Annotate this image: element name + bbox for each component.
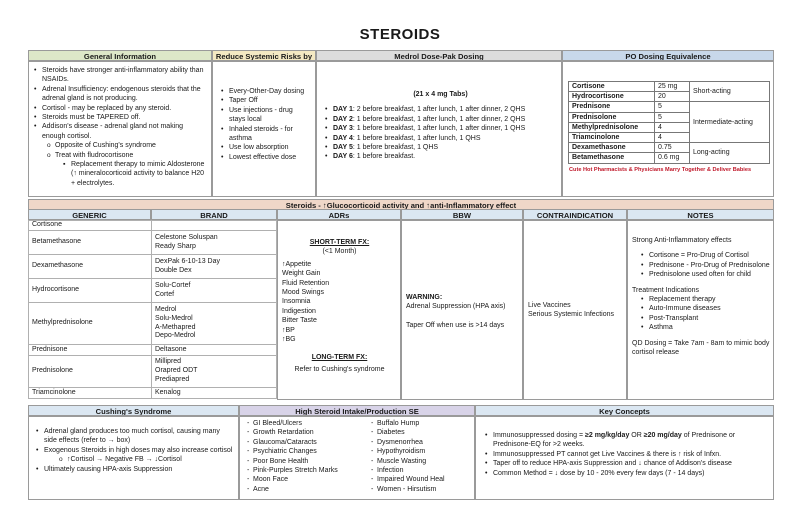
contraindication-line: Live Vaccines <box>528 302 571 309</box>
po-drug: Betamethasone <box>569 153 655 163</box>
cushing-header: Cushing's Syndrome <box>28 405 239 416</box>
key-concept-item: • Immunosuppressed PT cannot get Live Vaccines & there is ↑ risk of Infxn. <box>484 450 769 459</box>
po-dosing-box <box>562 61 774 197</box>
table-row <box>29 255 277 279</box>
cushing-box <box>28 416 239 500</box>
generic-cell: Prednisolone <box>29 356 152 388</box>
medrol-day-text: : 2 before breakfast, 1 after lunch, 1 after dinner, 2 QHS <box>352 106 526 114</box>
po-drug: Prednisone <box>569 102 655 112</box>
po-dose: 4 <box>655 122 690 132</box>
medrol-day-label: DAY 2 <box>333 115 353 123</box>
reduce-risks-item: • Lowest effective dose <box>220 153 311 162</box>
col-header-adrs: ADRs <box>277 209 401 220</box>
brand-line: Orapred ODT <box>155 367 198 375</box>
general-info-subsubitem: ▪ Replacement therapy to mimic Aldosterone (↑ mineralocorticoid activity to balance H20 + electrolytes. <box>63 160 207 188</box>
po-dose: 5 <box>655 112 690 122</box>
medrol-day-text: : 1 before breakfast, 1 after lunch, 1 after dinner, 2 QHS <box>352 115 526 123</box>
reduce-risks-header: Reduce Systemic Risks by <box>212 50 316 61</box>
bbw-line: Adrenal Suppression (HPA axis) <box>406 303 506 311</box>
adrs-short-title: SHORT-TERM FX: <box>309 239 370 246</box>
col-header-bbw: BBW <box>401 209 523 220</box>
side-effect-item: - Dysmenorrhea <box>370 438 474 447</box>
medrol-subtitle: (21 x 4 mg Tabs) <box>413 91 468 98</box>
side-effect-item: - Acne <box>246 485 364 494</box>
side-effect-item: - Hypothyroidism <box>370 447 474 456</box>
adr-item: ↑Appetite <box>282 260 312 268</box>
medrol-day-text: : 1 before breakfast, 1 QHS <box>352 144 439 152</box>
po-dosing-row <box>569 82 770 92</box>
general-info-item: • Adrenal Insufficiency: endogenous steroids that the adrenal gland is not producing. <box>33 85 207 104</box>
general-info-item: • Steroids must be TAPERED off. <box>33 113 207 122</box>
po-category: Long-acting <box>690 143 770 163</box>
key-concept-dose: ≥20 mg/day <box>643 432 682 439</box>
generic-cell: Methylprednisolone <box>29 303 152 345</box>
medrol-day-label: DAY 4 <box>333 134 353 142</box>
notes-qd-dosing: QD Dosing = Take 7am - 8am to mimic body cortisol release <box>632 339 770 357</box>
adr-item: Indigestion <box>282 307 316 315</box>
notes-item: • Asthma <box>640 323 770 332</box>
brand-cell <box>152 221 277 231</box>
general-info-item: • Steroids have stronger anti-inflammatory ability than NSAIDs. <box>33 66 207 85</box>
key-concept-item <box>484 431 769 450</box>
brand-line: Ready Sharp <box>155 242 196 250</box>
brand-line: Depo-Medrol <box>155 332 196 340</box>
side-effect-item: - Impaired Wound Heal <box>370 475 474 484</box>
po-dose: 0.6 mg <box>655 153 690 163</box>
side-effect-item: - Glaucoma/Cataracts <box>246 438 364 447</box>
po-category: Intermediate-acting <box>690 102 770 143</box>
notes-item: • Post-Transplant <box>640 314 770 323</box>
adr-item: Fluid Retention <box>282 279 330 287</box>
medrol-day-text: : 1 before breakfast. <box>352 153 416 161</box>
medrol-day-text: : 1 before breakfast, 1 after lunch, 1 QHS <box>352 134 481 142</box>
contraindication-line: Serious Systemic Infections <box>528 311 614 319</box>
medrol-day-row <box>324 124 557 133</box>
bbw-box <box>401 220 523 400</box>
generic-cell: Prednisone <box>29 345 152 356</box>
medrol-day-label: DAY 6 <box>333 153 353 161</box>
brand-cell: Deltasone <box>152 345 277 356</box>
brand-line: Solu-Cortef <box>155 281 191 289</box>
general-info-header: General Information <box>28 50 212 61</box>
medrol-day-row <box>324 143 557 152</box>
key-concepts-box <box>475 416 774 500</box>
brand-line: Double Dex <box>155 266 192 274</box>
adr-item: ↑BG <box>282 336 296 344</box>
cushing-subitem: o ↑Cortisol → Negative FB → ↓Cortisol <box>59 455 234 464</box>
brand-cell <box>152 279 277 303</box>
bbw-line: Taper Off when use is >14 days <box>406 321 505 329</box>
table-row <box>29 231 277 255</box>
col-header-notes: NOTES <box>627 209 774 220</box>
side-effect-item: - Diabetes <box>370 428 474 437</box>
general-info-subitem: o Treat with fludrocortisone <box>47 151 207 160</box>
adrs-long-text: Refer to Cushing's syndrome <box>294 365 385 373</box>
side-effect-item: - Women - Hirsutism <box>370 485 474 494</box>
generic-cell: Betamethasone <box>29 231 152 255</box>
col-header-brand: BRAND <box>151 209 277 220</box>
table-row <box>29 221 277 231</box>
notes-heading: Strong Anti-Inflammatory effects <box>632 237 732 244</box>
side-effect-item: - Pink-Purples Stretch Marks <box>246 466 364 475</box>
key-concept-text: of Prednisone or Prednisone-EQ for >2 weeks. <box>493 432 736 449</box>
adrs-short-sub: (<1 Month) <box>322 248 357 256</box>
reduce-risks-box <box>212 61 316 197</box>
generic-cell: Triamcinolone <box>29 388 152 399</box>
generic-cell: Hydrocortisone <box>29 279 152 303</box>
po-drug: Dexamethasone <box>569 143 655 153</box>
po-dosing-header: PO Dosing Equivalence <box>562 50 774 61</box>
brand-line: Cortef <box>155 290 175 298</box>
po-category: Short-acting <box>690 82 770 102</box>
medrol-day-label: DAY 1 <box>333 106 353 114</box>
adrs-long-title: LONG-TERM FX: <box>311 354 368 362</box>
po-dosing-row <box>569 143 770 153</box>
brand-line: Celestone Soluspan <box>155 233 218 241</box>
table-row <box>29 303 277 345</box>
po-dose: 4 <box>655 132 690 142</box>
side-effect-item: - Muscle Wasting <box>370 457 474 466</box>
adr-item: Bitter Taste <box>282 317 317 325</box>
side-effect-item: - Infection <box>370 466 474 475</box>
steroids-banner: Steroids - ↑Glucocorticoid activity and ↑anti-Inflammatory effect <box>28 199 774 210</box>
key-concept-item: • Common Method = ↓ dose by 10 - 20% every few days (7 - 14 days) <box>484 469 769 478</box>
medrol-day-row <box>324 134 557 143</box>
adr-item: Insomnia <box>282 298 311 306</box>
brand-cell <box>152 231 277 255</box>
po-dose: 5 <box>655 102 690 112</box>
notes-box <box>627 220 774 400</box>
brand-line: A-Methapred <box>155 323 196 331</box>
high-steroid-header: High Steroid Intake/Production SE <box>239 405 475 416</box>
medrol-day-label: DAY 5 <box>333 144 353 152</box>
cushing-item: • Ultimately causing HPA-axis Suppression <box>35 465 234 474</box>
table-row <box>29 356 277 388</box>
page-title: STEROIDS <box>359 26 441 43</box>
key-concept-text: Immunosuppressed dosing = <box>493 432 586 439</box>
medrol-day-row <box>324 105 557 114</box>
po-dose: 20 <box>655 92 690 102</box>
brand-line: DexPak 6-10-13 Day <box>155 257 220 265</box>
notes-item: • Prednisolone used often for child <box>640 270 770 279</box>
side-effect-item: - Moon Face <box>246 475 364 484</box>
general-info-subitem: o Opposite of Cushing's syndrome <box>47 141 207 150</box>
reduce-risks-item: • Taper Off <box>220 96 311 105</box>
adr-item: Weight Gain <box>282 270 321 278</box>
notes-heading: Treatment Indications <box>632 286 700 294</box>
table-row <box>29 279 277 303</box>
medrol-day-label: DAY 3 <box>333 125 353 133</box>
medrol-day-row <box>324 115 557 124</box>
generic-cell: Cortisone <box>29 221 152 231</box>
notes-item: • Prednisone - Pro-Drug of Prednisolone <box>640 261 770 270</box>
brand-cell <box>152 303 277 345</box>
po-drug: Prednisolone <box>569 112 655 122</box>
side-effect-item: - Growth Retardation <box>246 428 364 437</box>
cushing-item: • Exogenous Steroids in high doses may also increase cortisol <box>35 446 234 455</box>
side-effect-item: - Poor Bone Health <box>246 457 364 466</box>
po-drug: Hydrocortisone <box>569 92 655 102</box>
notes-item: • Cortisone = Pro-Drug of Cortisol <box>640 251 770 260</box>
adr-item: ↑BP <box>282 326 295 334</box>
col-header-contraindication: CONTRAINDICATION <box>523 209 627 220</box>
medrol-header: Medrol Dose-Pak Dosing <box>316 50 562 61</box>
high-steroid-box <box>239 416 475 500</box>
reduce-risks-item: • Inhaled steroids - for asthma <box>220 125 311 144</box>
adr-item: Mood Swings <box>282 289 325 297</box>
notes-item: • Replacement therapy <box>640 295 770 304</box>
brand-cell <box>152 356 277 388</box>
table-row <box>29 345 277 356</box>
po-drug: Triamcinolone <box>569 132 655 142</box>
reduce-risks-item: • Use injections - drug stays local <box>220 106 311 125</box>
general-info-item: • Addison's disease - adrenal gland not making enough cortisol. <box>33 122 207 141</box>
po-drug: Cortisone <box>569 82 655 92</box>
table-row <box>29 388 277 399</box>
medrol-day-text: : 1 before breakfast, 1 after lunch, 1 after dinner, 1 QHS <box>352 125 526 133</box>
reduce-risks-item: • Use low absorption <box>220 143 311 152</box>
brand-cell <box>152 255 277 279</box>
key-concept-item: • Taper off to reduce HPA-axis Suppression and ↓ chance of Addison's disease <box>484 459 769 468</box>
po-dosing-row <box>569 102 770 112</box>
brand-line: Millipred <box>155 358 182 366</box>
notes-item: • Auto-Immune diseases <box>640 304 770 313</box>
po-dose: 25 mg <box>655 82 690 92</box>
key-concepts-header: Key Concepts <box>475 405 774 416</box>
general-info-item: • Cortisol - may be replaced by any steroid. <box>33 104 207 113</box>
adrs-box <box>277 220 401 400</box>
po-drug: Methylprednisolone <box>569 122 655 132</box>
side-effect-item: - Buffalo Hump <box>370 419 474 428</box>
key-concept-text: OR <box>629 432 644 439</box>
generic-cell: Dexamethasone <box>29 255 152 279</box>
high-steroid-col1 <box>246 419 364 494</box>
cushing-item: • Adrenal gland produces too much cortisol, causing many side effects (refer to → box) <box>35 427 234 446</box>
reduce-risks-item: • Every-Other-Day dosing <box>220 87 311 96</box>
brand-line: Solu-Medrol <box>155 314 193 322</box>
brand-line: Medrol <box>155 305 177 313</box>
po-dose: 0.75 <box>655 143 690 153</box>
contraindication-box <box>523 220 627 400</box>
brand-line: Prediapred <box>155 375 190 383</box>
high-steroid-col2 <box>370 419 474 494</box>
bbw-warning: WARNING: <box>406 294 443 301</box>
general-info-box <box>28 61 212 197</box>
po-dosing-table <box>568 81 770 164</box>
medrol-day-row <box>324 152 557 161</box>
po-mnemonic: Cute Hot Pharmacists & Physicians Marry Together & Deliver Babies <box>569 167 752 173</box>
drug-table <box>28 220 277 399</box>
side-effect-item: - Psychiatric Changes <box>246 447 364 456</box>
brand-cell: Kenalog <box>152 388 277 399</box>
key-concept-dose: ≥2 mg/kg/day <box>585 432 630 439</box>
side-effect-item: - GI Bleed/Ulcers <box>246 419 364 428</box>
medrol-box <box>316 61 562 197</box>
col-header-generic: GENERIC <box>28 209 151 220</box>
